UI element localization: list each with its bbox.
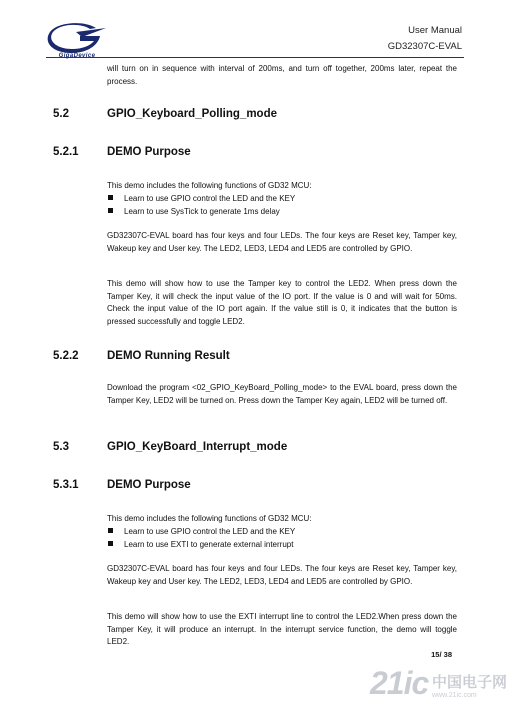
section-number: 5.3 [53, 441, 69, 453]
bullet-item [108, 193, 295, 205]
section-number: 5.2.2 [53, 350, 79, 362]
bullet-item [108, 206, 280, 218]
header-divider [46, 57, 464, 58]
watermark-url: www.21ic.com [432, 692, 477, 699]
section-intro: This demo includes the following functions of GD32 MCU: [107, 514, 312, 523]
bullet-item [108, 539, 293, 551]
logo-mark-icon [46, 22, 108, 54]
section-number: 5.2.1 [53, 146, 79, 158]
bullet-square-icon [108, 195, 113, 200]
continued-paragraph: will turn on in sequence with interval of 200ms, and turn off together, 200ms later, repeat the process. [107, 64, 457, 86]
bullet-square-icon [108, 528, 113, 533]
section-title: DEMO Purpose [107, 146, 191, 158]
watermark-cn-text: 中国电子网 [432, 674, 508, 691]
body-paragraph: GD32307C-EVAL board has four keys and four LEDs. The four keys are Reset key, Tamper key, Wakeup key and User key. The LED2, LED3, LED4 and LED5 are controlled by GPIO. [107, 564, 457, 586]
bullet-text: Learn to use GPIO control the LED and the KEY [124, 527, 296, 536]
bullet-text: Learn to use GPIO control the LED and the KEY [124, 194, 296, 203]
section-title: GPIO_Keyboard_Polling_mode [107, 108, 277, 120]
page-number: 15/ 38 [431, 650, 452, 659]
gigadevice-logo [46, 22, 108, 62]
body-paragraph: This demo will show how to use the Tamper key to control the LED2. When press down the Tamper Key, it will check the input value of the IO port. If the value is 0 and will wait for 50ms. Check the input value of the IO port again. If the value still is 0, it indicates that the button is pressed successfully and toggle LED2. [107, 279, 457, 326]
bullet-text: Learn to use EXTI to generate external interrupt [124, 540, 294, 549]
section-intro: This demo includes the following functions of GD32 MCU: [107, 181, 312, 190]
bullet-item [108, 526, 295, 538]
section-number: 5.2 [53, 108, 69, 120]
header-board-name: GD32307C-EVAL [387, 41, 462, 52]
section-title: GPIO_KeyBoard_Interrupt_mode [107, 441, 288, 453]
body-paragraph: This demo will show how to use the EXTI interrupt line to control the LED2.When press down the Tamper Key, it will produce an interrupt. In the interrupt service function, the demo will toggle LED2. [107, 612, 457, 646]
section-number: 5.3.1 [53, 479, 79, 491]
watermark-logo: 21ic [370, 665, 429, 701]
section-title: DEMO Purpose [107, 479, 191, 491]
header-doc-type: User Manual [408, 25, 462, 36]
bullet-square-icon [108, 208, 113, 213]
body-paragraph: GD32307C-EVAL board has four keys and four LEDs. The four keys are Reset key, Tamper key, Wakeup key and User key. The LED2, LED3, LED4 and LED5 are controlled by GPIO. [107, 231, 457, 253]
body-paragraph: Download the program <02_GPIO_KeyBoard_Polling_mode> to the EVAL board, press down the Tamper Key, LED2 will be turned on. Press down the Tamper Key again, LED2 will be turned off. [107, 383, 457, 405]
bullet-text: Learn to use SysTick to generate 1ms delay [124, 207, 280, 216]
section-title: DEMO Running Result [107, 350, 230, 362]
watermark [370, 665, 510, 720]
bullet-square-icon [108, 541, 113, 546]
logo-wordmark: GigaDevice [58, 53, 96, 59]
